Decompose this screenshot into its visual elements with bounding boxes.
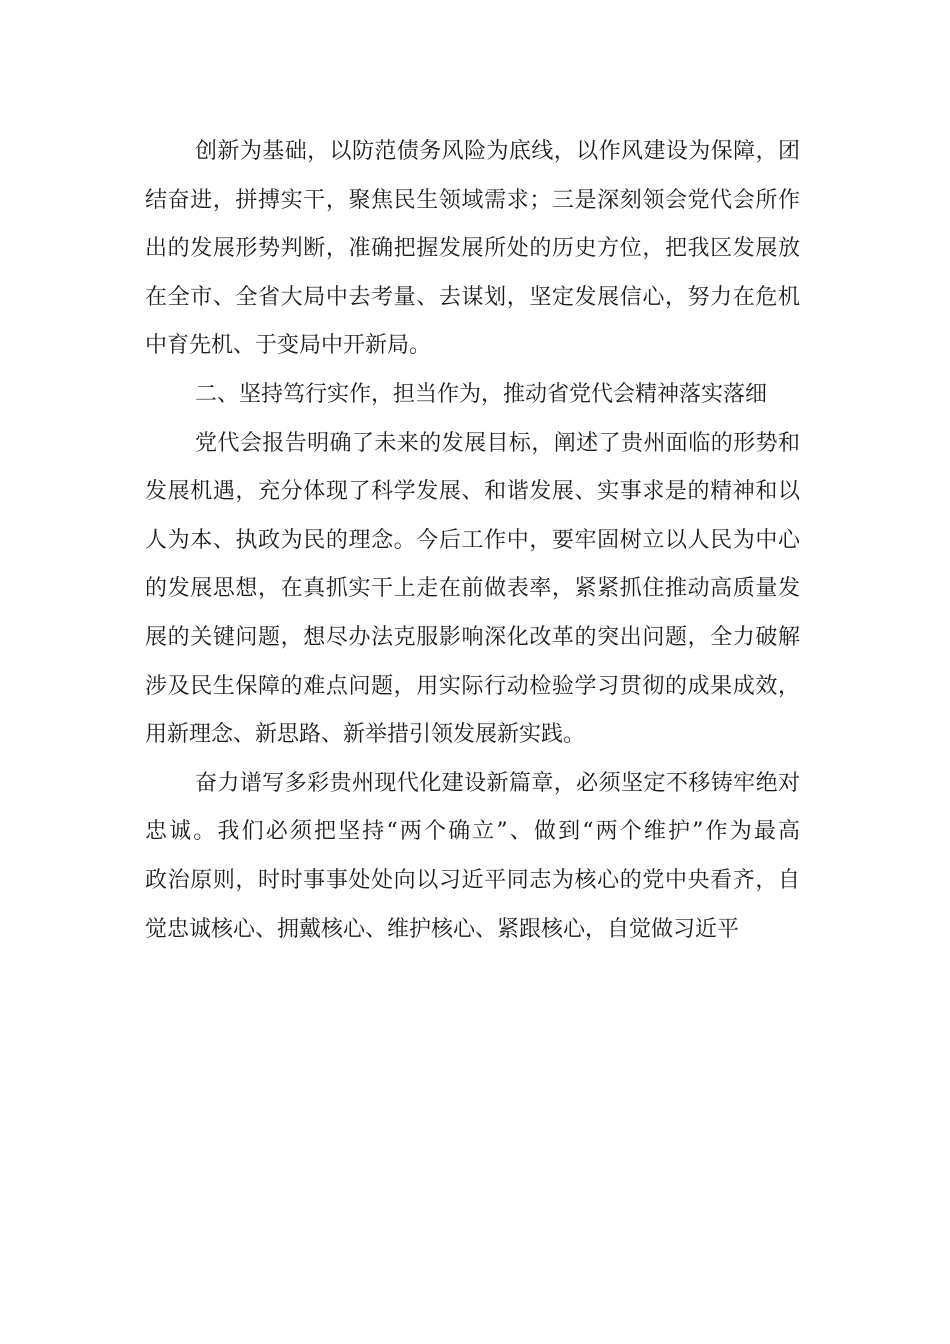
text-line: 忠诚。我们必须把坚持“两个确立”、做到“两个维护”作为最高 [145, 819, 800, 845]
paragraph-1 [145, 128, 800, 371]
heading-line: 二、坚持笃行实作，担当作为，推动省党代会精神落实落细 [195, 381, 768, 407]
text-line: 中育先机、于变局中开新局。 [145, 333, 432, 359]
text-line: 人为本、执政为民的理念。今后工作中，要牢固树立以人民为中心 [145, 527, 800, 553]
document-body [145, 128, 800, 954]
text-line: 奋力谱写多彩贵州现代化建设新篇章，必须坚定不移铸牢绝对 [195, 770, 800, 796]
text-line: 创新为基础，以防范债务风险为底线，以作风建设为保障，团 [195, 139, 800, 164]
text-line: 觉忠诚核心、拥戴核心、维护核心、紧跟核心，自觉做习近平 [145, 916, 740, 942]
text-line: 发展机遇，充分体现了科学发展、和谐发展、实事求是的精神和以 [145, 479, 800, 505]
paragraph-2 [145, 420, 800, 760]
text-line: 党代会报告明确了未来的发展目标，阐述了贵州面临的形势和 [195, 430, 800, 456]
text-line: 展的关键问题，想尽办法克服影响深化改革的突出问题，全力破解 [145, 624, 800, 650]
text-line: 用新理念、新思路、新举措引领发展新实践。 [145, 722, 586, 748]
text-line: 结奋进，拼搏实干，聚焦民生领域需求；三是深刻领会党代会所作 [145, 187, 800, 213]
text-line: 出的发展形势判断，准确把握发展所处的历史方位，把我区发展放 [145, 236, 800, 262]
text-line: 在全市、全省大局中去考量、去谋划，坚定发展信心，努力在危机 [145, 284, 800, 310]
text-line: 涉及民生保障的难点问题，用实际行动检验学习贯彻的成果成效， [145, 673, 800, 699]
section-heading [145, 371, 800, 420]
text-line: 政治原则，时时事事处处向以习近平同志为核心的党中央看齐，自 [145, 867, 800, 893]
paragraph-3 [145, 760, 800, 954]
text-line: 的发展思想，在真抓实干上走在前做表率，紧紧抓住推动高质量发 [145, 576, 800, 602]
